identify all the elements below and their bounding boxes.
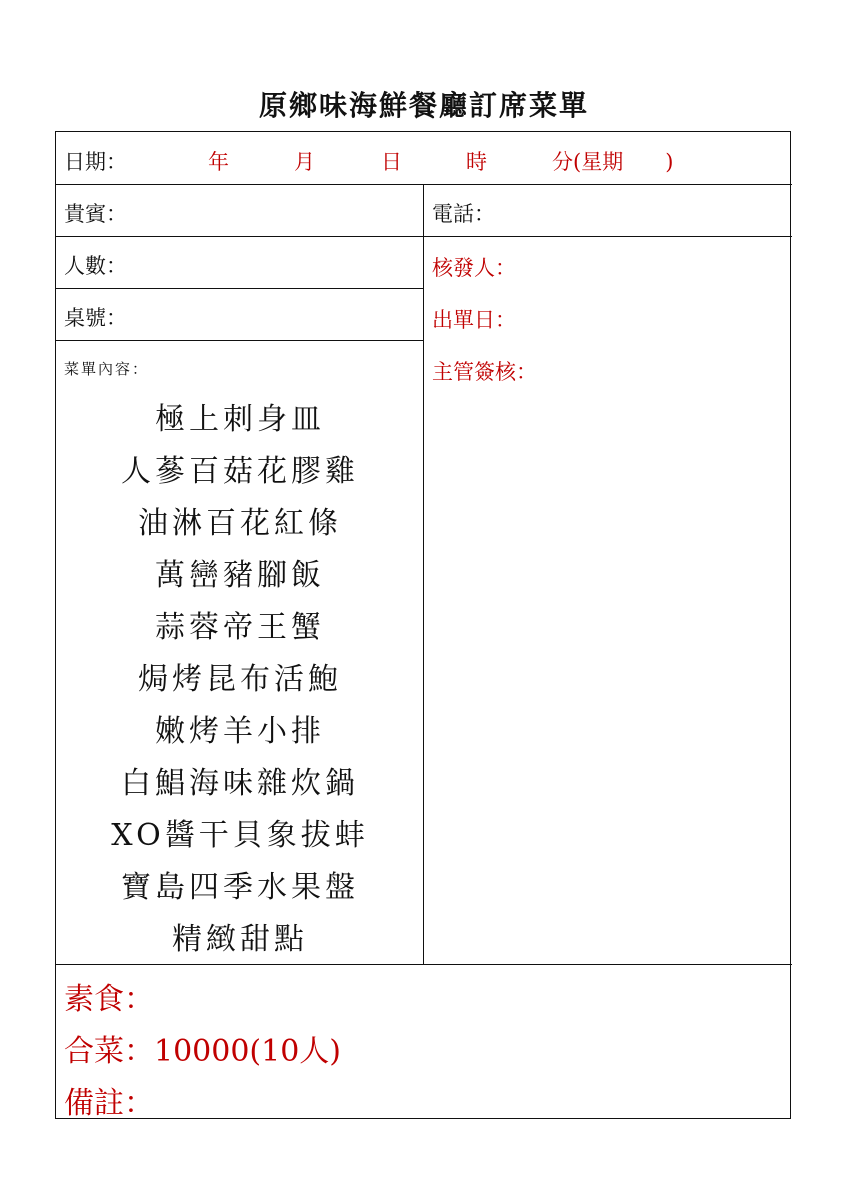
table-number-label: 桌號： [64,306,127,330]
menu-item: 油淋百花紅條 [138,506,342,541]
issue-date-label: 出單日： [432,308,516,332]
date-month-field[interactable]: 月 [294,150,315,174]
menu-item: 人蔘百菇花膠雞 [121,454,359,489]
menu-item: 精緻甜點 [172,922,308,957]
supervisor-signoff-label: 主管簽核： [432,360,537,384]
divider [56,340,423,341]
date-label: 日期： [64,150,127,174]
phone-label: 電話： [432,202,495,226]
menu-item: XO醬干貝象拔蚌 [111,818,369,853]
menu-item: 極上刺身皿 [155,402,325,437]
document-title: 原鄉味海鮮餐廳訂席菜單 [258,89,589,122]
vegetarian-label: 素食： [64,982,154,1017]
remarks-label: 備註： [64,1086,154,1121]
divider [56,236,792,237]
set-price-label: 合菜：10000(10人) [64,1034,342,1069]
order-form [55,131,791,1119]
menu-item: 蒜蓉帝王蟹 [155,610,325,645]
guest-label: 貴賓： [64,202,127,226]
date-day-field[interactable]: 日 [381,150,402,174]
approver-label: 核發人： [432,256,516,280]
menu-item: 嫩烤羊小排 [155,714,325,749]
party-size-label: 人數： [64,254,127,278]
menu-header: 菜單內容： [64,360,150,378]
date-year-field[interactable]: 年 [208,150,229,174]
date-hour-field[interactable]: 時 [466,150,487,174]
menu-list [56,394,424,966]
date-minute-weekday-field[interactable]: 分(星期 ) [552,150,674,174]
divider [56,184,792,185]
divider [56,964,792,965]
menu-item: 焗烤昆布活鮑 [138,662,342,697]
divider [56,288,423,289]
menu-item: 萬巒豬腳飯 [155,558,325,593]
menu-item: 白鯧海味雜炊鍋 [121,766,359,801]
menu-item: 寶島四季水果盤 [121,870,359,905]
